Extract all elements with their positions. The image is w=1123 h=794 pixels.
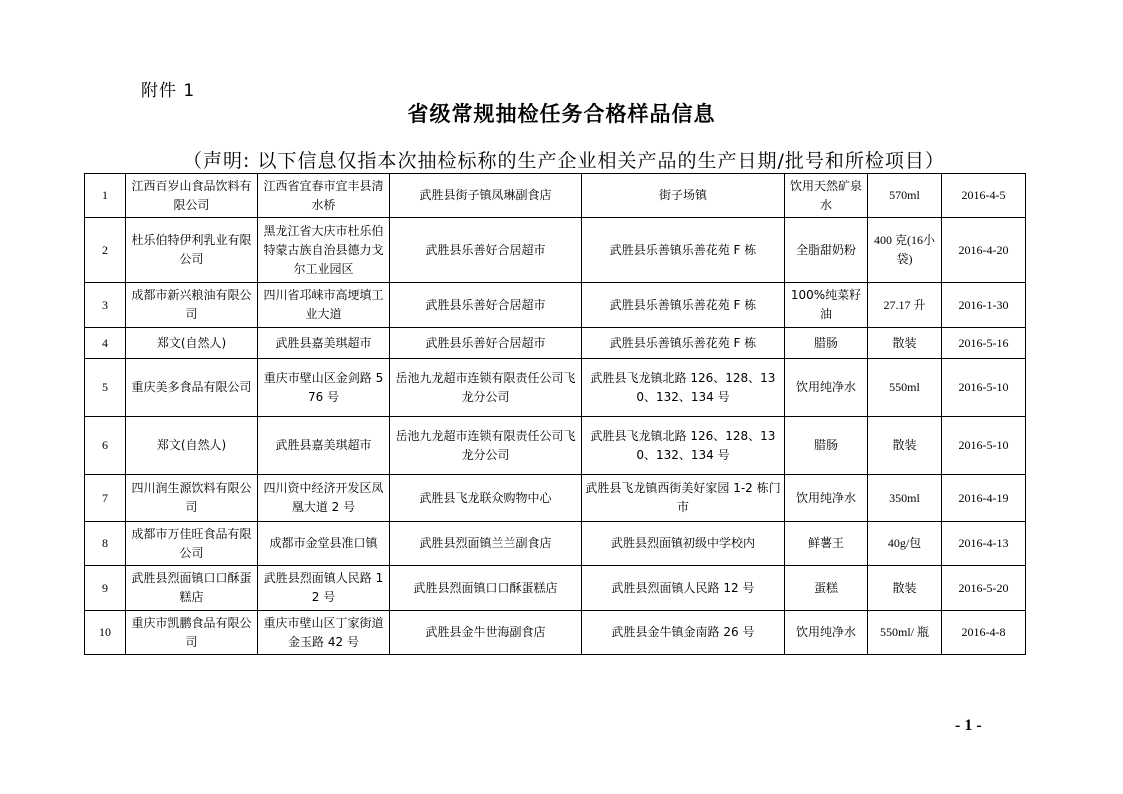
sampled-unit-name-cell: 岳池九龙超市连锁有限责任公司飞龙分公司 — [390, 359, 582, 417]
sampled-unit-address-cell: 武胜县飞龙镇北路 126、128、130、132、134 号 — [582, 359, 785, 417]
producer-name-cell: 武胜县烈面镇口口酥蛋糕店 — [126, 566, 258, 611]
producer-name-cell: 郑文(自然人) — [126, 328, 258, 359]
table-row — [85, 475, 1026, 522]
row-number-cell: 7 — [85, 475, 126, 522]
sampled-unit-address-cell: 武胜县烈面镇人民路 12 号 — [582, 566, 785, 611]
table-row — [85, 417, 1026, 475]
row-number-cell: 6 — [85, 417, 126, 475]
document-title-text: 省级常规抽检任务合格样品信息 — [407, 102, 716, 126]
attachment-label: 附件 1 — [141, 81, 196, 101]
sampled-unit-address-cell: 武胜县烈面镇初级中学校内 — [582, 522, 785, 566]
row-number-cell: 10 — [85, 611, 126, 655]
sampled-unit-name-cell: 武胜县烈面镇口口酥蛋糕店 — [390, 566, 582, 611]
production-date-cell: 2016-5-20 — [942, 566, 1026, 611]
sampled-unit-name-cell: 岳池九龙超市连锁有限责任公司飞龙分公司 — [390, 417, 582, 475]
table-row — [85, 522, 1026, 566]
specification-cell: 570ml — [868, 174, 942, 218]
specification-cell: 27.17 升 — [868, 283, 942, 328]
sample-info-table — [84, 173, 1026, 655]
specification-cell: 550ml/ 瓶 — [868, 611, 942, 655]
producer-address-cell: 武胜县嘉美琪超市 — [258, 328, 390, 359]
food-name-cell: 饮用纯净水 — [785, 475, 868, 522]
sampled-unit-address-cell: 武胜县金牛镇金南路 26 号 — [582, 611, 785, 655]
production-date-cell: 2016-4-8 — [942, 611, 1026, 655]
sampled-unit-name-cell: 武胜县烈面镇兰兰副食店 — [390, 522, 582, 566]
document-subtitle: （声明: 以下信息仅指本次抽检标称的生产企业相关产品的生产日期/批号和所检项目） — [183, 150, 945, 172]
food-name-cell: 饮用天然矿泉水 — [785, 174, 868, 218]
sampled-unit-name-cell: 武胜县金牛世海副食店 — [390, 611, 582, 655]
food-name-cell: 100%纯菜籽油 — [785, 283, 868, 328]
table-row — [85, 283, 1026, 328]
table-row — [85, 174, 1026, 218]
sampled-unit-name-cell: 武胜县飞龙联众购物中心 — [390, 475, 582, 522]
row-number-cell: 8 — [85, 522, 126, 566]
food-name-cell: 饮用纯净水 — [785, 359, 868, 417]
production-date-cell: 2016-4-13 — [942, 522, 1026, 566]
row-number-cell: 3 — [85, 283, 126, 328]
food-name-cell: 腊肠 — [785, 417, 868, 475]
producer-name-cell: 江西百岁山食品饮料有限公司 — [126, 174, 258, 218]
sampled-unit-address-cell: 武胜县乐善镇乐善花苑 F 栋 — [582, 328, 785, 359]
specification-cell: 40g/包 — [868, 522, 942, 566]
table-body — [85, 174, 1026, 655]
producer-name-cell: 重庆美多食品有限公司 — [126, 359, 258, 417]
table-row — [85, 566, 1026, 611]
specification-cell: 散装 — [868, 566, 942, 611]
sampled-unit-address-cell: 街子场镇 — [582, 174, 785, 218]
specification-cell: 550ml — [868, 359, 942, 417]
sampled-unit-name-cell: 武胜县乐善好合居超市 — [390, 328, 582, 359]
producer-address-cell: 武胜县烈面镇人民路 12 号 — [258, 566, 390, 611]
producer-name-cell: 四川润生源饮料有限公司 — [126, 475, 258, 522]
producer-address-cell: 黑龙江省大庆市杜乐伯特蒙古族自治县德力戈尔工业园区 — [258, 218, 390, 283]
production-date-cell: 2016-5-10 — [942, 359, 1026, 417]
sampled-unit-address-cell: 武胜县飞龙镇西街美好家园 1-2 栋门市 — [582, 475, 785, 522]
producer-name-cell: 重庆市凯鹏食品有限公司 — [126, 611, 258, 655]
table-row — [85, 328, 1026, 359]
producer-name-cell: 成都市万佳旺食品有限公司 — [126, 522, 258, 566]
production-date-cell: 2016-5-16 — [942, 328, 1026, 359]
producer-address-cell: 江西省宜春市宜丰县清水桥 — [258, 174, 390, 218]
row-number-cell: 5 — [85, 359, 126, 417]
row-number-cell: 9 — [85, 566, 126, 611]
food-name-cell: 蛋糕 — [785, 566, 868, 611]
production-date-cell: 2016-4-5 — [942, 174, 1026, 218]
table-row — [85, 611, 1026, 655]
specification-cell: 散装 — [868, 328, 942, 359]
food-name-cell: 全脂甜奶粉 — [785, 218, 868, 283]
table-row — [85, 218, 1026, 283]
producer-address-cell: 成都市金堂县准口镇 — [258, 522, 390, 566]
sampled-unit-address-cell: 武胜县飞龙镇北路 126、128、130、132、134 号 — [582, 417, 785, 475]
sampled-unit-name-cell: 武胜县街子镇凤琳副食店 — [390, 174, 582, 218]
sampled-unit-address-cell: 武胜县乐善镇乐善花苑 F 栋 — [582, 283, 785, 328]
producer-name-cell: 成都市新兴粮油有限公司 — [126, 283, 258, 328]
food-name-cell: 饮用纯净水 — [785, 611, 868, 655]
sampled-unit-name-cell: 武胜县乐善好合居超市 — [390, 218, 582, 283]
producer-address-cell: 武胜县嘉美琪超市 — [258, 417, 390, 475]
row-number-cell: 1 — [85, 174, 126, 218]
row-number-cell: 4 — [85, 328, 126, 359]
sampled-unit-name-cell: 武胜县乐善好合居超市 — [390, 283, 582, 328]
production-date-cell: 2016-5-10 — [942, 417, 1026, 475]
producer-name-cell: 郑文(自然人) — [126, 417, 258, 475]
specification-cell: 散装 — [868, 417, 942, 475]
producer-address-cell: 四川省邛崃市高埂填工业大道 — [258, 283, 390, 328]
production-date-cell: 2016-4-19 — [942, 475, 1026, 522]
producer-address-cell: 四川资中经济开发区凤凰大道 2 号 — [258, 475, 390, 522]
production-date-cell: 2016-1-30 — [942, 283, 1026, 328]
document-title — [0, 98, 1123, 128]
production-date-cell: 2016-4-20 — [942, 218, 1026, 283]
row-number-cell: 2 — [85, 218, 126, 283]
producer-address-cell: 重庆市壁山区丁家街道金玉路 42 号 — [258, 611, 390, 655]
producer-name-cell: 杜乐伯特伊利乳业有限公司 — [126, 218, 258, 283]
table-row — [85, 359, 1026, 417]
specification-cell: 400 克(16小袋) — [868, 218, 942, 283]
page-number: - 1 - — [955, 717, 982, 734]
producer-address-cell: 重庆市壁山区金剑路 576 号 — [258, 359, 390, 417]
sampled-unit-address-cell: 武胜县乐善镇乐善花苑 F 栋 — [582, 218, 785, 283]
food-name-cell: 腊肠 — [785, 328, 868, 359]
specification-cell: 350ml — [868, 475, 942, 522]
food-name-cell: 鲜薯王 — [785, 522, 868, 566]
